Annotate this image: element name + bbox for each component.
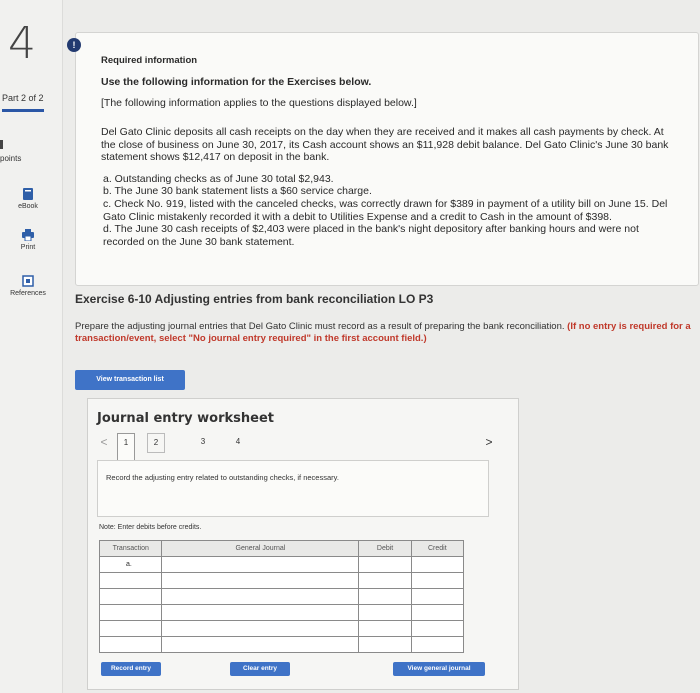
transaction-cell [100, 573, 162, 589]
page-tab-1[interactable]: 1 [117, 433, 135, 460]
credit-input[interactable] [411, 605, 463, 621]
clear-entry-button[interactable]: Clear entry [230, 662, 290, 676]
ebook-icon [23, 188, 33, 200]
account-select[interactable] [162, 621, 359, 637]
instructions-text: Prepare the adjusting journal entries that Del Gato Clinic must record as a result of preparing the bank reconciliation. [75, 321, 565, 332]
table-row [100, 637, 464, 653]
points-marker [0, 140, 3, 149]
left-rail [0, 0, 63, 693]
ebook-label: eBook [18, 203, 38, 210]
part-indicator: Part 2 of 2 [2, 93, 44, 103]
view-transaction-list-button[interactable]: View transaction list [75, 370, 185, 390]
column-general-journal: General Journal [162, 541, 359, 557]
debits-before-credits-note: Note: Enter debits before credits. [99, 524, 202, 531]
entry-description-box [97, 460, 489, 517]
worksheet-title: Journal entry worksheet [97, 411, 274, 426]
debit-input[interactable] [359, 605, 411, 621]
ebook-button[interactable] [0, 188, 56, 210]
table-row [100, 621, 464, 637]
transaction-cell [100, 605, 162, 621]
scenario-paragraph: Del Gato Clinic deposits all cash receipts on the day when they are received and it makes all cash payments by check. At the close of business on June 30, 2017, its Cash account shows an $11,928 debit balance. Del Gato Clinic's June 30 bank statement shows $12,417 on deposit in the bank. [101, 126, 669, 163]
debit-input[interactable] [359, 637, 411, 653]
required-information-heading: Required information [101, 55, 198, 66]
table-header-row [100, 541, 464, 557]
instructions-emphasis: (If no entry is required for a transaction/event, select "No journal entry required" in the first account field.) [75, 321, 691, 344]
references-icon [22, 275, 34, 287]
table-row [100, 557, 464, 573]
debit-input[interactable] [359, 573, 411, 589]
transaction-cell: a. [100, 557, 162, 573]
part-progress-bar [2, 109, 44, 112]
column-debit: Debit [359, 541, 411, 557]
alert-badge-icon: ! [67, 38, 81, 52]
account-select[interactable] [162, 573, 359, 589]
use-following-heading: Use the following information for the Exercises below. [101, 76, 372, 88]
record-entry-button[interactable]: Record entry [101, 662, 161, 676]
view-general-journal-button[interactable]: View general journal [393, 662, 485, 676]
column-credit: Credit [411, 541, 463, 557]
exercise-instructions [75, 321, 695, 345]
table-row [100, 589, 464, 605]
page-tab-3[interactable]: 3 [200, 437, 206, 446]
account-select[interactable] [162, 557, 359, 573]
account-select[interactable] [162, 589, 359, 605]
journal-table [99, 540, 464, 653]
transaction-cell [100, 589, 162, 605]
applies-note: [The following information applies to the questions displayed below.] [101, 97, 417, 109]
credit-input[interactable] [411, 557, 463, 573]
page-tab-2[interactable]: 2 [147, 433, 165, 453]
info-item-b: b. The June 30 bank statement lists a $60 service charge. [103, 185, 372, 197]
debit-input[interactable] [359, 589, 411, 605]
credit-input[interactable] [411, 637, 463, 653]
entry-description: Record the adjusting entry related to outstanding checks, if necessary. [106, 473, 339, 482]
points-label: points [0, 154, 22, 163]
transaction-cell [100, 637, 162, 653]
info-item-d: d. The June 30 cash receipts of $2,403 were placed in the bank's night depository after banking hours and were not recorded on the June 30 bank statement. [103, 223, 639, 248]
credit-input[interactable] [411, 621, 463, 637]
account-select[interactable] [162, 605, 359, 621]
credit-input[interactable] [411, 573, 463, 589]
info-item-a: a. Outstanding checks as of June 30 total $2,943. [103, 173, 334, 185]
debit-input[interactable] [359, 621, 411, 637]
question-number: 4 [8, 18, 36, 69]
table-row [100, 573, 464, 589]
account-select[interactable] [162, 637, 359, 653]
printer-icon [22, 229, 34, 241]
exercise-title: Exercise 6-10 Adjusting entries from bank reconciliation LO P3 [75, 292, 434, 306]
references-button[interactable] [0, 275, 56, 297]
print-button[interactable] [0, 229, 56, 251]
info-item-c: c. Check No. 919, listed with the canceled checks, was correctly drawn for $389 in payment of a utility bill on June 15. Del Gato Clinic mistakenly recorded it with a debit to Utilities Expense and a credit to Cash in the amount of $398. [103, 198, 668, 223]
credit-input[interactable] [411, 589, 463, 605]
previous-page-button[interactable]: < [100, 435, 108, 449]
table-row [100, 605, 464, 621]
column-transaction: Transaction [100, 541, 162, 557]
next-page-button[interactable]: > [485, 435, 493, 449]
debit-input[interactable] [359, 557, 411, 573]
references-label: References [10, 290, 46, 297]
page-tab-4[interactable]: 4 [235, 437, 241, 446]
transaction-cell [100, 621, 162, 637]
print-label: Print [20, 244, 36, 251]
